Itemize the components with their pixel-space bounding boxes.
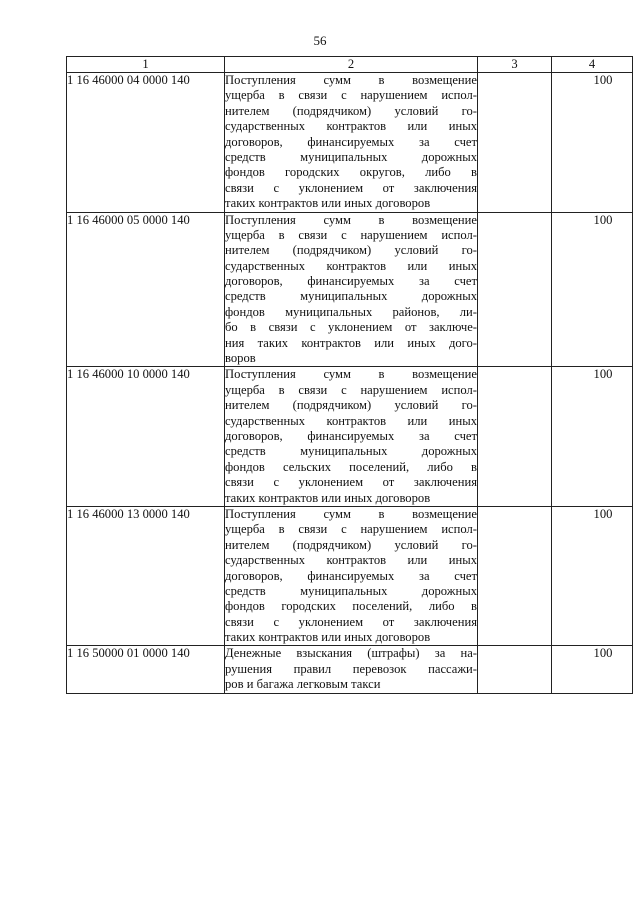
description-line: нителем (подрядчиком) условий го- [225, 103, 477, 118]
amount-cell [552, 73, 633, 213]
description-line: средств муниципальных дорожных [225, 149, 477, 164]
description-line: связи с уклонением от заключения [225, 180, 477, 195]
amount-cell [552, 506, 633, 646]
table-row [67, 367, 633, 507]
description-cell [225, 367, 478, 507]
budget-code-cell: 1 16 46000 05 0000 140 [67, 212, 225, 367]
description-cell [225, 646, 478, 693]
budget-table [66, 56, 633, 694]
description-line: таких контрактов или иных договоров [225, 630, 431, 645]
column-3-cell [478, 73, 552, 213]
column-3-cell [478, 506, 552, 646]
amount-value: 100 [593, 646, 613, 661]
description-line: средств муниципальных дорожных [225, 289, 477, 304]
column-header-4: 4 [552, 57, 633, 73]
description-line: ущерба в связи с нарушением испол- [225, 522, 477, 537]
description-line: средств муниципальных дорожных [225, 444, 477, 459]
budget-code-cell: 1 16 46000 13 0000 140 [67, 506, 225, 646]
description-line: договоров, финансируемых за счет [225, 274, 477, 289]
page-number: 56 [313, 33, 327, 48]
table-row [67, 73, 633, 213]
amount-value: 100 [593, 73, 613, 87]
description-line: Денежные взыскания (штрафы) за на- [225, 646, 477, 661]
description-line: Поступления сумм в возмещение [225, 212, 477, 227]
amount-value: 100 [593, 212, 613, 227]
description-line: фондов муниципальных районов, ли- [225, 304, 477, 319]
amount-value: 100 [593, 506, 613, 521]
description-line: нителем (подрядчиком) условий го- [225, 243, 477, 258]
column-header-1: 1 [67, 57, 225, 73]
description-line: Поступления сумм в возмещение [225, 367, 477, 382]
description-line: фондов городских поселений, либо в [225, 599, 477, 614]
table-row [67, 212, 633, 367]
description-line: ущерба в связи с нарушением испол- [225, 382, 477, 397]
description-line: договоров, финансируемых за счет [225, 428, 477, 443]
column-3-cell [478, 212, 552, 367]
column-3-cell [478, 646, 552, 693]
description-line: таких контрактов или иных договоров [225, 196, 431, 211]
description-line: фондов сельских поселений, либо в [225, 459, 477, 474]
table-row [67, 646, 633, 693]
budget-code-cell: 1 16 46000 04 0000 140 [67, 73, 225, 213]
description-line: связи с уклонением от заключения [225, 475, 477, 490]
description-line: Поступления сумм в возмещение [225, 73, 477, 87]
description-line: бо в связи с уклонением от заключе- [225, 320, 477, 335]
table-body [67, 73, 633, 694]
description-line: связи с уклонением от заключения [225, 614, 477, 629]
description-line: ущерба в связи с нарушением испол- [225, 88, 477, 103]
description-line: нителем (подрядчиком) условий го- [225, 398, 477, 413]
description-line: ров и багажа легковым такси [225, 677, 381, 692]
description-line: сударственных контрактов или иных [225, 119, 477, 134]
description-line: средств муниципальных дорожных [225, 583, 477, 598]
description-line: Поступления сумм в возмещение [225, 506, 477, 521]
description-line: нителем (подрядчиком) условий го- [225, 537, 477, 552]
amount-value: 100 [593, 367, 613, 382]
description-line: сударственных контрактов или иных [225, 258, 477, 273]
budget-code-cell: 1 16 50000 01 0000 140 [67, 646, 225, 693]
description-line: ущерба в связи с нарушением испол- [225, 227, 477, 242]
column-3-cell [478, 367, 552, 507]
column-header-2: 2 [225, 57, 478, 73]
description-cell [225, 73, 478, 213]
description-line: сударственных контрактов или иных [225, 413, 477, 428]
amount-cell [552, 367, 633, 507]
description-cell [225, 506, 478, 646]
description-line: воров [225, 351, 256, 366]
amount-cell [552, 646, 633, 693]
amount-cell [552, 212, 633, 367]
description-line: сударственных контрактов или иных [225, 553, 477, 568]
description-line: фондов городских округов, либо в [225, 165, 477, 180]
description-cell [225, 212, 478, 367]
description-line: ния таких контрактов или иных дого- [225, 335, 477, 350]
table-header-row [67, 57, 633, 73]
description-line: таких контрактов или иных договоров [225, 490, 431, 505]
table-row [67, 506, 633, 646]
description-line: рушения правил перевозок пассажи- [225, 661, 477, 676]
budget-code-cell: 1 16 46000 10 0000 140 [67, 367, 225, 507]
column-header-3: 3 [478, 57, 552, 73]
description-line: договоров, финансируемых за счет [225, 134, 477, 149]
description-line: договоров, финансируемых за счет [225, 568, 477, 583]
